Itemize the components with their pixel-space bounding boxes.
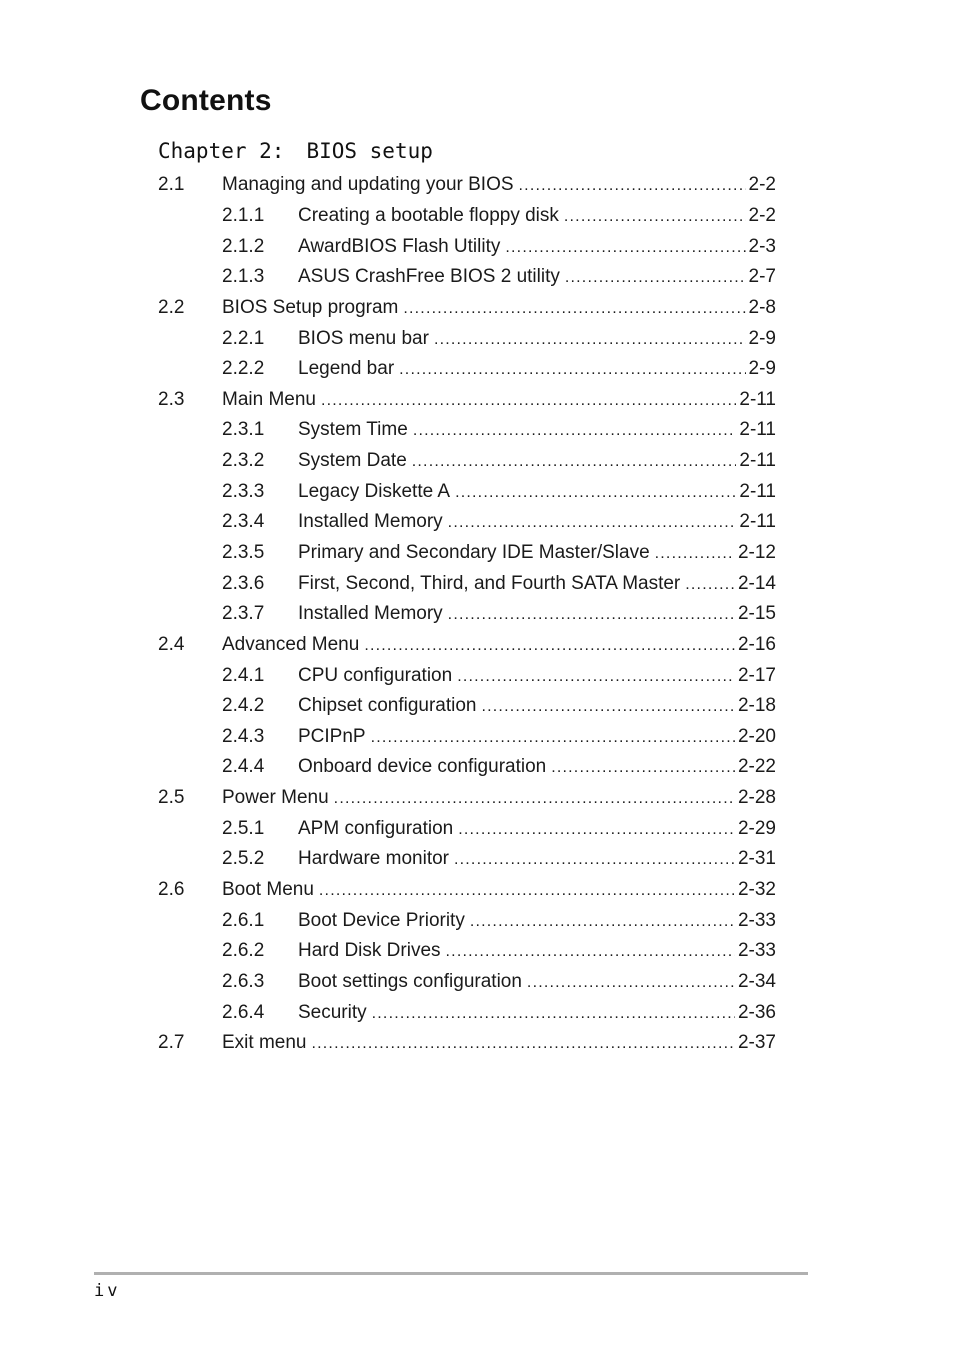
toc-entry-title: Managing and updating your BIOS bbox=[222, 174, 514, 196]
toc-entry-number: 2.1.2 bbox=[222, 235, 265, 257]
toc-entry-title: ASUS CrashFree BIOS 2 utility bbox=[298, 266, 560, 288]
dot-leader bbox=[482, 698, 735, 716]
toc-entry[interactable] bbox=[158, 323, 776, 354]
toc-entry-title: Legacy Diskette A bbox=[298, 480, 451, 502]
dot-leader bbox=[455, 484, 736, 502]
toc-entry-title: Boot Device Priority bbox=[298, 909, 465, 931]
toc-entry-line bbox=[298, 236, 776, 258]
toc-entry[interactable] bbox=[158, 875, 776, 906]
toc-entry-page: 2-32 bbox=[737, 879, 776, 901]
dot-leader bbox=[434, 331, 746, 349]
toc-entry-line bbox=[298, 726, 776, 748]
toc-entry-page: 2-11 bbox=[739, 450, 776, 472]
toc-entry-number: 2.4.3 bbox=[222, 725, 265, 747]
chapter-heading bbox=[158, 139, 433, 163]
toc-entry-line bbox=[222, 634, 776, 656]
dot-leader bbox=[403, 300, 745, 318]
dot-leader bbox=[319, 882, 735, 900]
toc-entry-title: Exit menu bbox=[222, 1032, 307, 1054]
toc-entry-line bbox=[222, 297, 776, 319]
toc-entry-line bbox=[222, 174, 776, 196]
toc-entry-title: AwardBIOS Flash Utility bbox=[298, 235, 501, 257]
toc-entry[interactable] bbox=[158, 415, 776, 446]
toc-entry-number: 2.3.7 bbox=[222, 603, 265, 625]
toc-entry-page: 2-11 bbox=[739, 480, 776, 502]
dot-leader bbox=[505, 239, 745, 257]
footer-divider bbox=[94, 1272, 808, 1275]
toc-entry-number: 2.4.1 bbox=[222, 664, 265, 686]
toc-entry-page: 2-34 bbox=[737, 970, 776, 992]
toc-entry-line bbox=[298, 665, 776, 687]
toc-entry-line bbox=[298, 848, 776, 870]
toc-entry-title: Security bbox=[298, 1001, 367, 1023]
toc-entry-page: 2-37 bbox=[737, 1032, 776, 1054]
toc-entry-number: 2.5.1 bbox=[222, 817, 265, 839]
toc-entry-title: Legend bar bbox=[298, 358, 395, 380]
toc-entry-line bbox=[298, 511, 776, 533]
toc-entry-page: 2-9 bbox=[748, 358, 776, 380]
toc-entry-page: 2-28 bbox=[737, 787, 776, 809]
toc-entry[interactable] bbox=[158, 568, 776, 599]
dot-leader bbox=[470, 913, 735, 931]
toc-entry-page: 2-11 bbox=[739, 511, 776, 533]
toc-entry-title: Onboard device configuration bbox=[298, 756, 547, 778]
toc-entry-title: Main Menu bbox=[222, 388, 316, 410]
toc-entry-line bbox=[298, 358, 776, 380]
toc-entry-title: Hardware monitor bbox=[298, 848, 449, 870]
toc-entry[interactable] bbox=[158, 170, 776, 201]
toc-entry-line bbox=[298, 481, 776, 503]
toc-entry-line bbox=[298, 266, 776, 288]
toc-entry-title: CPU configuration bbox=[298, 664, 453, 686]
toc-entry[interactable] bbox=[158, 844, 776, 875]
toc-entry[interactable] bbox=[158, 967, 776, 998]
toc-entry-page: 2-8 bbox=[748, 296, 776, 318]
toc-entry-page: 2-31 bbox=[737, 848, 776, 870]
toc-entry[interactable] bbox=[158, 201, 776, 232]
toc-entry-page: 2-18 bbox=[737, 695, 776, 717]
toc-entry-line bbox=[298, 940, 776, 962]
toc-entry-line bbox=[298, 818, 776, 840]
toc-entry-line bbox=[298, 205, 776, 227]
dot-leader bbox=[685, 576, 735, 594]
toc-entry[interactable] bbox=[158, 783, 776, 814]
toc-entry-line bbox=[222, 389, 776, 411]
toc-entry-page: 2-2 bbox=[748, 174, 776, 196]
chapter-title: BIOS setup bbox=[306, 139, 433, 163]
toc-entry-title: Primary and Secondary IDE Master/Slave bbox=[298, 542, 650, 563]
toc-entry-title: Advanced Menu bbox=[222, 633, 360, 655]
toc-entry-number: 2.6.3 bbox=[222, 970, 265, 992]
toc-entry-title: BIOS menu bar bbox=[298, 327, 429, 349]
toc-entry[interactable] bbox=[158, 905, 776, 936]
toc-entry[interactable] bbox=[158, 262, 776, 293]
toc-entry[interactable] bbox=[158, 936, 776, 967]
toc-entry-line bbox=[298, 542, 776, 564]
toc-entry-page: 2-36 bbox=[737, 1001, 776, 1023]
dot-leader bbox=[448, 514, 737, 532]
toc-entry-page: 2-9 bbox=[748, 327, 776, 349]
dot-leader bbox=[334, 790, 735, 808]
toc-entry[interactable] bbox=[158, 813, 776, 844]
toc-entry-number: 2.3.3 bbox=[222, 480, 265, 502]
toc-entry-page: 2-11 bbox=[739, 388, 776, 410]
dot-leader bbox=[372, 1005, 735, 1023]
toc-entry-number: 2.3.6 bbox=[222, 572, 265, 594]
dot-leader bbox=[519, 177, 746, 195]
dot-leader bbox=[448, 606, 735, 624]
dot-leader bbox=[454, 851, 735, 869]
toc-entry-number: 2.4.4 bbox=[222, 756, 265, 778]
toc-entry-line bbox=[298, 419, 776, 441]
toc-entry-title: Power Menu bbox=[222, 787, 329, 809]
dot-leader bbox=[564, 208, 746, 226]
toc-entry-page: 2-7 bbox=[748, 266, 776, 288]
toc-entry-number: 2.3.1 bbox=[222, 419, 265, 441]
dot-leader bbox=[446, 943, 735, 961]
page-number: iv bbox=[94, 1281, 121, 1301]
toc-entry[interactable] bbox=[158, 293, 776, 324]
toc-entry-title: Installed Memory bbox=[298, 511, 443, 533]
dot-leader bbox=[458, 821, 735, 839]
toc-entry-number: 2.3.2 bbox=[222, 450, 265, 472]
toc-entry-line bbox=[298, 695, 776, 717]
dot-leader bbox=[527, 974, 735, 992]
toc-entry[interactable] bbox=[158, 630, 776, 661]
toc-entry-title: System Time bbox=[298, 419, 408, 441]
toc-entry-title: Boot settings configuration bbox=[298, 970, 522, 992]
toc-entry[interactable] bbox=[158, 660, 776, 691]
toc-entry-line bbox=[298, 910, 776, 932]
toc-entry-number: 2.4.2 bbox=[222, 695, 265, 717]
toc-entry-line bbox=[298, 450, 776, 472]
toc-entry-page: 2-22 bbox=[737, 756, 776, 778]
toc-entry-page: 2-2 bbox=[748, 204, 776, 226]
dot-leader bbox=[321, 392, 736, 410]
toc-entry-line bbox=[298, 573, 776, 595]
toc-entry-title: Hard Disk Drives bbox=[298, 940, 441, 962]
dot-leader bbox=[655, 545, 735, 563]
toc-entry-line bbox=[298, 971, 776, 993]
dot-leader bbox=[371, 729, 735, 747]
table-of-contents bbox=[158, 170, 776, 1059]
toc-entry-number: 2.6.2 bbox=[222, 940, 265, 962]
toc-entry[interactable] bbox=[158, 384, 776, 415]
toc-entry-title: Creating a bootable floppy disk bbox=[298, 204, 559, 226]
dot-leader bbox=[565, 269, 746, 287]
toc-entry-title: First, Second, Third, and Fourth SATA Master bbox=[298, 572, 681, 594]
toc-entry[interactable] bbox=[158, 691, 776, 722]
toc-entry-number: 2.3.5 bbox=[222, 542, 265, 563]
toc-entry-page: 2-17 bbox=[737, 664, 776, 686]
toc-entry[interactable] bbox=[158, 599, 776, 630]
toc-entry-title: PCIPnP bbox=[298, 725, 366, 747]
toc-entry-number: 2.2.2 bbox=[222, 358, 265, 380]
toc-entry-page: 2-16 bbox=[737, 633, 776, 655]
toc-entry-page: 2-33 bbox=[737, 940, 776, 962]
toc-entry-page: 2-3 bbox=[748, 235, 776, 257]
toc-entry-page: 2-29 bbox=[737, 817, 776, 839]
toc-entry[interactable] bbox=[158, 446, 776, 477]
toc-entry-title: APM configuration bbox=[298, 817, 454, 839]
dot-leader bbox=[413, 422, 737, 440]
toc-entry-number: 2.1.3 bbox=[222, 266, 265, 288]
toc-entry[interactable] bbox=[158, 231, 776, 262]
toc-entry-title: System Date bbox=[298, 450, 407, 472]
toc-entry-line bbox=[222, 879, 776, 901]
toc-entry-page: 2-20 bbox=[737, 725, 776, 747]
chapter-label: Chapter 2: bbox=[158, 139, 285, 163]
toc-entry-line bbox=[298, 1002, 776, 1024]
toc-entry[interactable] bbox=[158, 476, 776, 507]
dot-leader bbox=[364, 637, 735, 655]
dot-leader bbox=[551, 759, 735, 777]
toc-entry-page: 2-12 bbox=[737, 542, 776, 563]
toc-entry-number: 2.2 bbox=[158, 296, 185, 318]
toc-entry[interactable] bbox=[158, 997, 776, 1028]
toc-entry-page: 2-15 bbox=[737, 603, 776, 625]
toc-entry-number: 2.7 bbox=[158, 1032, 185, 1054]
page-title: Contents bbox=[140, 84, 272, 117]
toc-entry[interactable] bbox=[158, 1028, 776, 1059]
dot-leader bbox=[399, 361, 745, 379]
dot-leader bbox=[412, 453, 737, 471]
toc-entry-line bbox=[298, 756, 776, 778]
toc-entry[interactable] bbox=[158, 354, 776, 385]
toc-entry-number: 2.3.4 bbox=[222, 511, 265, 533]
toc-entry-title: BIOS Setup program bbox=[222, 296, 399, 318]
toc-entry-page: 2-33 bbox=[737, 909, 776, 931]
toc-entry-title: Chipset configuration bbox=[298, 695, 477, 717]
toc-entry[interactable] bbox=[158, 752, 776, 783]
dot-leader bbox=[311, 1035, 734, 1053]
toc-entry-number: 2.4 bbox=[158, 633, 185, 655]
toc-entry-page: 2-11 bbox=[739, 419, 776, 441]
toc-entry-page: 2-14 bbox=[737, 572, 776, 594]
toc-entry-number: 2.6.4 bbox=[222, 1001, 265, 1023]
toc-entry-number: 2.6.1 bbox=[222, 909, 265, 931]
toc-entry-line bbox=[298, 328, 776, 350]
toc-entry-line bbox=[222, 787, 776, 809]
toc-entry-line bbox=[222, 1032, 776, 1054]
toc-entry-title: Installed Memory bbox=[298, 603, 443, 625]
dot-leader bbox=[457, 668, 735, 686]
toc-entry-line bbox=[298, 603, 776, 625]
toc-entry[interactable] bbox=[158, 722, 776, 753]
toc-entry-number: 2.1.1 bbox=[222, 204, 265, 226]
toc-entry[interactable] bbox=[158, 507, 776, 538]
toc-entry-title: Boot Menu bbox=[222, 879, 314, 901]
toc-entry-number: 2.5.2 bbox=[222, 848, 265, 870]
toc-entry-number: 2.6 bbox=[158, 879, 185, 901]
toc-entry-number: 2.1 bbox=[158, 174, 185, 196]
toc-entry-number: 2.5 bbox=[158, 787, 185, 809]
toc-entry-number: 2.2.1 bbox=[222, 327, 265, 349]
toc-entry-number: 2.3 bbox=[158, 388, 185, 410]
toc-entry[interactable] bbox=[158, 538, 776, 569]
